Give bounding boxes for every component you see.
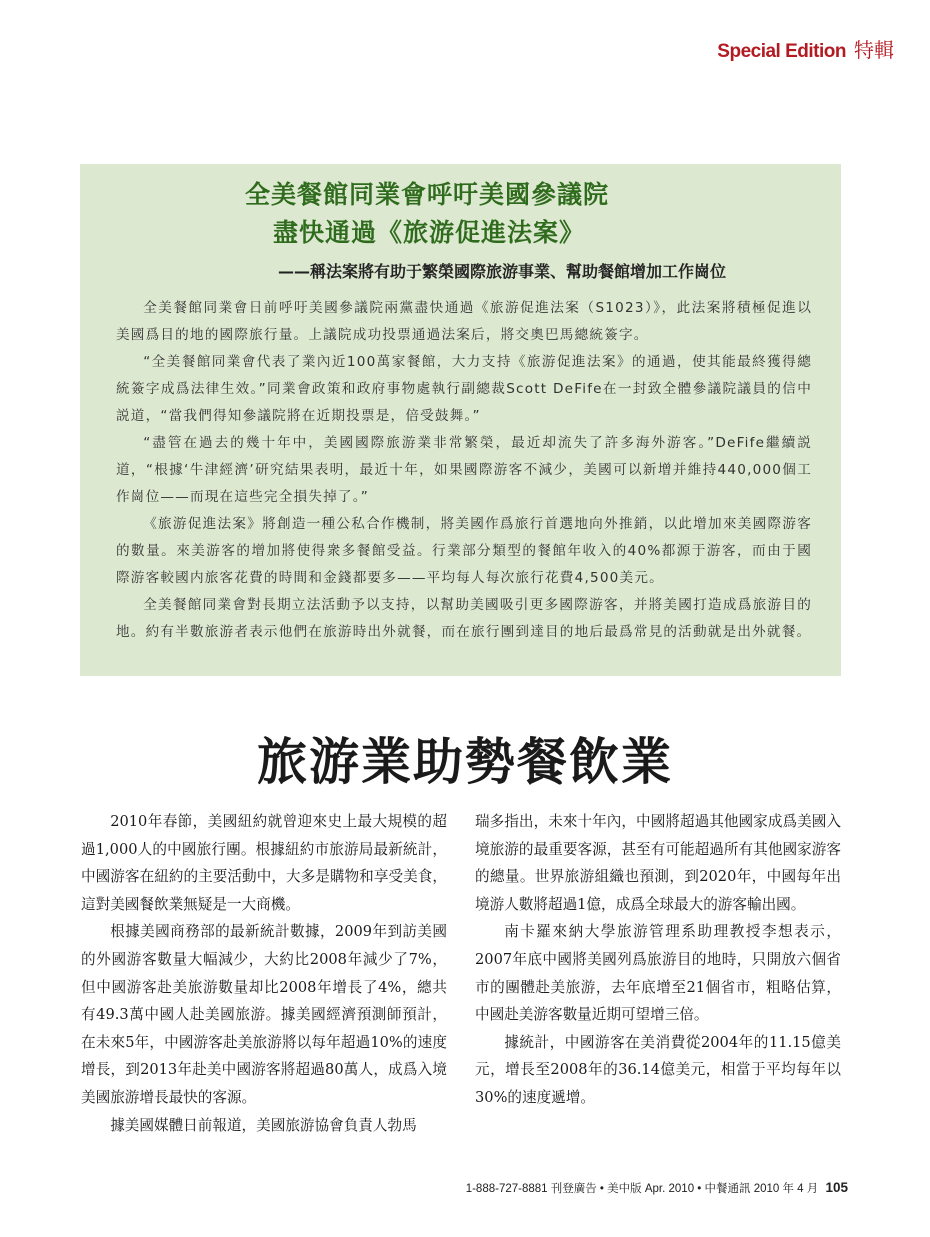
box-paragraph: 全美餐館同業會日前呼吁美國參議院兩黨盡快通過《旅游促進法案（S1023）》，此法案將積極促進以美國爲目的地的國際旅行量。上議院成功投票通過法案后，將交奧巴馬總統簽字。 (116, 300, 812, 343)
box-paragraph: “盡管在過去的幾十年中，美國國際旅游業非常繁榮，最近却流失了許多海外游客。”DeFife繼續説道，“根據‘牛津經濟’研究結果表明，最近十年，如果國際游客不減少，美國可以新增并維持440,000個工作崗位——而現在這些完全損失掉了。” (116, 435, 812, 505)
article-title: 旅游業助勢餐飲業 (257, 733, 673, 791)
article-paragraph: 2010年春節，美國紐約就曾迎來史上最大規模的超過1,000人的中國旅行團。根據紐約市旅游局最新統計，中國游客在紐約的主要活動中，大多是購物和享受美食，這對美國餐飲業無疑是一大商機。 (81, 813, 447, 913)
article-paragraph-continued: 瑞多指出，未來十年內，中國將超過其他國家成爲美國入境旅游的最重要客源，甚至有可能超過所有其他國家游客的總量。世界旅游組織也預測，到2020年，中國每年出境游人數將超過1億，成爲全球最大的游客輸出國。 (475, 813, 841, 913)
page-footer (466, 1180, 848, 1196)
box-body (116, 295, 812, 646)
article-column-left (81, 808, 447, 1139)
article-paragraph: 南卡羅來納大學旅游管理系助理教授李想表示，2007年底中國將美國列爲旅游目的地時，只開放六個省市的團體赴美旅游，去年底增至21個省市，粗略估算，中國赴美游客數量近期可望增三倍。 (475, 923, 841, 1024)
page-number: 105 (825, 1180, 848, 1195)
footer-text: 1-888-727-8881 刊登廣告 • 美中版 Apr. 2010 • 中餐通訊 2010 年 4 月 (465, 1183, 819, 1195)
box-title-line1: 全美餐館同業會呼吁美國參議院 (245, 180, 610, 209)
article-paragraph: 根據美國商務部的最新統計數據，2009年到訪美國的外國游客數量大幅減少，大約比2008年減少了7%，但中國游客赴美旅游數量却比2008年增長了4%，總共有49.3萬中國人赴美國旅游。據美國經濟預測師預計，在未來5年，中國游客赴美旅游將以每年超過10%的速度增長，到2013年赴美中國游客將超過80萬人，成爲入境美國旅游增長最快的客源。 (81, 923, 447, 1106)
box-paragraph: 全美餐館同業會對長期立法活動予以支持，以幫助美國吸引更多國際游客，并將美國打造成爲旅游目的地。約有半數旅游者表示他們在旅游時出外就餐，而在旅行團到達目的地后最爲常見的活動就是出外就餐。 (116, 597, 812, 640)
box-subtitle: ——稱法案將有助于繁榮國際旅游事業、幫助餐館增加工作崗位 (278, 262, 727, 281)
box-title (245, 176, 609, 252)
news-box (80, 164, 841, 676)
article-paragraph: 據美國媒體日前報道，美國旅游協會負責人勃馬 (110, 1116, 417, 1134)
article-column-right (475, 808, 841, 1112)
box-paragraph: 《旅游促進法案》將創造一種公私合作機制，將美國作爲旅行首選地向外推銷，以此增加來美國際游客的數量。來美游客的增加將使得衆多餐館受益。行業部分類型的餐館年收入的40%都源于游客，而由于國際游客較國内旅客花費的時間和金錢都要多——平均每人每次旅行花費4,500美元。 (116, 516, 812, 586)
section-label-zh: 特輯 (854, 38, 894, 62)
box-title-line2: 盡快通過《旅游促進法案》 (273, 218, 586, 247)
box-paragraph: “全美餐館同業會代表了業內近100萬家餐館，大力支持《旅游促進法案》的通過，使其能最終獲得總統簽字成爲法律生效。”同業會政策和政府事物處執行副總裁Scott DeFife在一封致全體參議院議員的信中説道，“當我們得知參議院將在近期投票是，倍受鼓舞。” (116, 354, 812, 424)
section-label-en: Special Edition (717, 41, 846, 62)
section-header (717, 34, 894, 63)
article-paragraph: 據統計，中國游客在美消費從2004年的11.15億美元，增長至2008年的36.14億美元，相當于平均每年以30%的速度遞增。 (475, 1033, 841, 1106)
